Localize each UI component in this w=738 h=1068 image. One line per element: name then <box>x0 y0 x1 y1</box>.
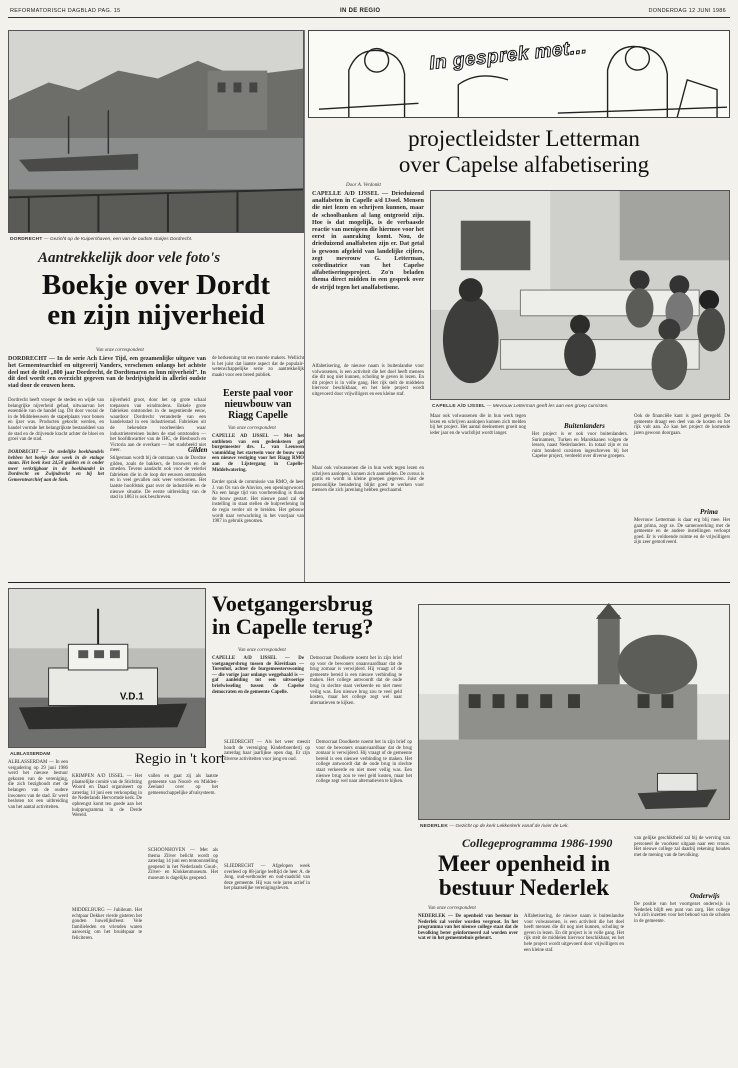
nederlek-church-photo <box>418 604 730 820</box>
letterman-body-col-2: Maar ook volwassenen die in hun werk tegen lezen en schrijven aanlopen, kunnen zich aanmelden. De cursus is gratis en wordt in kleine groepen gegeven. Juist de persoonlijke benadering blijkt goed te werken voor mensen die zich jarenlang hebben geschaamd. <box>312 466 424 494</box>
voetgangersbrug-lead: CAPELLE A/D IJSSEL — De voetgangersbrug tussen de Kievitlaan — Torenhof, achter de burgemeesterswoning — die vorige jaar onlangs weggehaald is — gaf aanleiding tot een uitvoerige briefwisseling tussen de Capelse democraten en de gemeente Capelle. <box>212 656 304 695</box>
dordrecht-harbour-photo <box>8 30 304 233</box>
regio-kort-col-4: Democraat Doodkerte noemt het in zijn brief op voor de bewoners onaanvaardbaar dat de brug zomaar is verwijderd. Hij vraagt of de gemeente bereid is een nieuwe verbinding te maken. Het college antwoordt dat de oude brug in slechte staat verkeerde en niet meer veilig was. Een nieuwe brug zou te veel geld kosten, maar het college zegt wel naar alternatieven te kijken. <box>316 740 412 785</box>
caption-place: DORDRECHT <box>10 237 43 242</box>
regio-kort-col-1b: MIDDELBURG — Jubileum. Het echtpaar Dekker vierde gisteren het gouden huwelijksfeest. Vele familieleden en vrienden waren aanwezig om het bruidspaar te feliciteren. <box>72 908 142 941</box>
letterman-headline <box>318 126 730 178</box>
caption-text: — Gezicht op de Kuipershaven, een van de oudste stukjes Dordrecht. <box>43 237 193 242</box>
headline-line-1: projectleidster Letterman <box>408 126 640 151</box>
dordrecht-byline: Van onze correspondent <box>96 348 144 353</box>
alblasserdam-side-col: ALBLASSERDAM — In een vergadering op 29 juni 1986 werd het nieuwe bestuur gekozen van de vereniging, die zich bezighoudt met de belangen van de oudere inwoners van de stad. Er werd besloten tot een uitbreiding van het aantal activiteiten. <box>8 760 68 810</box>
in-gesprek-banner <box>308 30 730 118</box>
svg-text:V.D.1: V.D.1 <box>119 691 144 703</box>
riagg-body: Eerder sprak de commissie van RMO, de heer J. van Os van de Aluvion, een openingswoord. Na een lange tijd van voorbereiding is thans de bouw gestart. Het nieuwe pand zal de instelling in staat stellen de hulpverlening in de regio verder uit te breiden. Het gebouw wordt naar verwachting in het voorjaar van 1987 in gebruik genomen. <box>212 480 304 525</box>
banner-title: In gesprek met... <box>428 36 589 75</box>
letterman-lead: CAPELLE A/D IJSSEL — Drieduizend analfabeten in Capelle a/d IJssel. Mensen die niet lezen en schrijven kunnen, maar de schoolbanken al lang ontgroeid zijn. Hoe is dat mogelijk, is de verbaasde reactie van menigeen die hiermee voor het eerst in aanraking komt. Nou, de drieduizend analfabeten zijn er. Dat getal is gewoon afgeleid van landelijke cijfers, zegt mevrouw G. Letterman, coördinatrice van het Capelse alfabetiseringsproject. Zo'n beladen thema direct midden in een gesprek over de strijd tegen het analfabetisme. <box>312 190 424 291</box>
regio-kort-col-3: SLIEDRECHT — Als het weer meezit houdt de vereniging Kinderboerderij op zaterdag haar jaarlijkse open dag. Er zijn diverse activiteiten voor jong en oud. <box>224 740 310 762</box>
voetgangersbrug-headline <box>212 592 412 638</box>
letterman-body-col-3: Maar ook volwassenen die in hun werk tegen lezen en schrijven aanlopen kunnen zich melden bij het project. Het aantal deelnemers groeit nog ieder jaar en de wachtlijst wordt langer. <box>430 414 526 436</box>
header-section: IN DE REGIO <box>340 8 381 14</box>
dordrecht-photo-caption <box>10 237 192 242</box>
headline-line-1: Meer openheid in <box>437 851 611 876</box>
caption-place: CAPELLE A/D IJSSEL <box>432 404 486 409</box>
dordrecht-body-col-4: de herkenning tot een morele makers. Wellicht is het juist dat laatste aspect dat de populair-wetenschappelijke serie zo aantrekkelijk maakt voor een breed publiek. <box>212 356 304 378</box>
buitenlanders-subhead: Buitenlanders <box>564 422 605 430</box>
header-date: DONDERDAG 12 JUNI 1986 <box>648 8 726 14</box>
gilden-subhead: Gilden <box>188 446 208 454</box>
prima-subhead: Prima <box>700 508 718 516</box>
nederlek-lead: NEDERLEK — De openheid van bestuur in Nederlek zal verder worden vergroot. In het programma van het nieuwe college staat dat de bevolking beter geïnformeerd zal worden over wat er in het gemeentehuis gebeurt. <box>418 914 518 942</box>
dordrecht-body-col-2: nijverheid groot, door het op grote schaal toepassen van windmolens. Enkele grote fabrieken ontstonden in de negentiende eeuw, waardoor Dordrecht veranderde van een handelsstad in een industriestad. Fabrieken uit de bekendste voorbeelden waar industrieterreinen buiten de stad ontstonden — het hoofdkwartier van de IHC, de Biesbosch en Victoria aan de overkant — het stadsbeeld niet meer. <box>110 398 206 454</box>
headline-line-2: bestuur Nederlek <box>438 875 610 901</box>
regio-kort-col-2b: SCHOONHOVEN — Met als thema Zilver belicht wordt op zaterdag 14 juni een tentoonstelling geopend in het Nederlands Goud-, Zilver- en Klokkenmuseum. Het museum is dagelijks geopend. <box>148 848 218 881</box>
regio-kort-col-1: KRIMPEN A/D IJSSEL — Het plaatselijke comité van de Stichting Woord en Daad organiseert op zaterdag 14 juni een verkoopdag in de Nederlands Hervormde kerk. De opbrengst komt ten goede aan het hulpprogramma in de Derde Wereld. <box>72 774 142 819</box>
regio-kort-col-3b: SLIEDRECHT — Afgelopen week overleed op 88-jarige leeftijd de heer A. de Jong, oud-wethouder en oud-raadslid van deze gemeente. Hij was vele jaren actief in het plaatselijke verenigingsleven. <box>224 864 310 892</box>
letterman-body-col-5: Ook de financiële kant is goed geregeld. De gemeente draagt een deel van de kosten en het rijk vult aan. Zo kan het project de komende jaren gewoon doorgaan. <box>634 414 730 436</box>
classroom-photo <box>430 190 730 400</box>
caption-text: — Gezicht op de kerk Lekkerkerk vanaf de rivier de Lek. <box>449 824 569 829</box>
dordrecht-body-col-3: Stilgestaan wordt bij de ontstaan van de Dordtse gilden, zoals de bakkers, de brouwers en de smeden. Tevens aandacht ook voor de velerlei fabrieken die in de loop der eeuwen ontstonden en in veel gevallen ook weer verdwenen. Het laatste hoofdstuk gaat over de industriële en de nieuwe situatie. De eerste uitbreiding van de stad in 1863 is ook beschreven. <box>110 456 206 501</box>
nederlek-headline <box>418 852 630 900</box>
regio-kort-col-2: vallen en gaat zij als laatste gemeente van Noord- en Midden-Zeeland over op het gemeenschappelijke afvalsysteem. <box>148 774 218 796</box>
headline-line-1: Voetgangersbrug <box>212 591 373 616</box>
dordrecht-headline <box>8 270 304 331</box>
riagg-byline: Van onze correspondent <box>228 426 276 431</box>
section-divider <box>8 582 730 583</box>
alblasserdam-boat-photo <box>8 588 206 748</box>
letterman-byline: Door A. Verdonkt <box>346 183 381 188</box>
nederlek-kicker: Collegeprogramma 1986-1990 <box>462 836 613 850</box>
boat-photo-caption: ALBLASSERDAM <box>10 752 51 757</box>
dordrecht-kicker: Aantrekkelijk door vele foto's <box>38 250 221 266</box>
nederlek-byline: Van onze correspondent <box>428 906 476 911</box>
nederlek-side-col-2: De positie van het voortgezet onderwijs in Nederlek blijft een punt van zorg. Het college wil zich inzetten voor het behoud van de scholen in de gemeente. <box>634 902 730 924</box>
headline-line-1: Boekje over Dordt <box>41 269 271 301</box>
headline-line-2: over Capelse alfabetisering <box>398 152 650 177</box>
caption-place: NEDERLEK <box>420 824 448 829</box>
letterman-body-col-4: Het project is er ook voor buitenlanders. Surinamers, Turken en Marokkanen volgen de lessen, naast Nederlanders. In totaal zijn er nu ruim honderd cursisten ingeschreven bij het Capelse project, verdeeld over diverse groepen. <box>532 432 628 460</box>
letterman-body-col-1: Alfabetisering, de nieuwe naam is buitenlandse voor volwassenen, is een activiteit die het doel heeft mensen die dit nog niet kunnen, scholing te geven in lezen. En dit project is in volle gang. Het rijk stelt de middelen hiervoor beschikbaar, en het hele project wordt uitgevoerd door vrijwilligers en een kleine staf. <box>312 364 424 397</box>
page-header <box>8 6 730 18</box>
nederlek-body: Alfabetisering, de nieuwe naam is buitenlandse voor volwassenen, is een activiteit die het doel heeft mensen die dit nog niet kunnen, scholing te geven in lezen. En dit project is in volle gang. Het rijk stelt de middelen hiervoor beschikbaar, en het hele project wordt uitgevoerd door vrijwilligers en een kleine staf. <box>524 914 624 953</box>
dordrecht-lead: DORDRECHT — In de serie Ach Lieve Tijd, een gezamenlijke uitgave van het Gemeentearchief en uitgeverij Vanders, verschenen onlangs het achtste deel met de titel „800 jaar Dordrecht, de Dordtenaren en hun nijverheid”. In dit deel wordt een overzicht gegeven van de bedrijvigheid in allerlei oudste stad door de eeuwen heen. <box>8 356 206 390</box>
riagg-lead: CAPELLE AD IJSSEL — Met het ontbloten van een gedenksteen gaf burgemeester drs. L. van Leeuwen vanmiddag het startsein voor de bouw van een nieuwe vestiging voor het Riagg RMO aan de Lijstergang in Capelle-Middelwatering. <box>212 434 304 473</box>
header-left: REFORMATORISCH DAGBLAD PAG. 15 <box>10 8 121 14</box>
voetgangersbrug-byline: Van onze correspondent <box>238 648 286 653</box>
column-divider <box>304 30 305 582</box>
nederlek-photo-caption <box>420 824 569 829</box>
regio-kort-title: Regio in 't kort <box>135 751 225 767</box>
dordrecht-italic-note: DORDRECHT — De stedelijke boekhandels hebben het boekje deze week in de etalage staan. Het boek kost 24,50 gulden en is onder meer verkrijgbaar in de boekhandel in Dordrecht en Zwijndrecht en bij het Gemeentearchief aan de Stek. <box>8 450 104 483</box>
caption-text: — Mevrouw Letterman geeft les aan een groep cursisten. <box>486 404 609 409</box>
nederlek-side-col: van gelijke geschiktheid zal bij de werving van personeel de voorkeur uitgaan naar een vrouw. Het nieuwe college zal daarbij rekening houden met de mening van de bevolking. <box>634 836 730 858</box>
riagg-headline: Eerste paal voor nieuwbouw van Riagg Capelle <box>223 388 293 421</box>
onderwijs-subhead: Onderwijs <box>690 892 720 900</box>
headline-line-2: en zijn nijverheid <box>47 299 265 332</box>
classroom-photo-caption <box>432 404 609 409</box>
letterman-body-col-6: Mevrouw Letterman is daar erg blij mee. Het gaat prima, zegt ze. De samenwerking met de gemeente en de andere instellingen verloopt goed. Er is voldoende ruimte en de vrijwilligers zijn zeer gemotiveerd. <box>634 518 730 546</box>
headline-line-2: in Capelle terug? <box>212 614 374 640</box>
voetgangersbrug-body: Democraat Doodkerte noemt het in zijn brief op voor de bewoners onaanvaardbaar dat de brug zomaar is verwijderd. Hij vraagt of de gemeente bereid is een nieuwe verbinding te maken. Het college antwoordt dat de oude brug in slechte staat verkeerde en niet meer veilig was. Een nieuwe brug zou te veel geld kosten, maar het college zegt wel naar alternatieven te kijken. <box>310 656 402 706</box>
dordrecht-body-col-1: Dordrecht heeft vroeger de steden en wijde van belangrijke nijverheid gehad, uitwaarvan het essentiële van de handel lag. Dit door vooral de in de Middeleeuwen de stapelplaats voor bonen en ijzer was. Producten gekocht werden, en handel vormde het belangrijkste bestanddeel van de stad en de drijvende kracht achter de bloei en groei van de stad. <box>8 398 104 443</box>
